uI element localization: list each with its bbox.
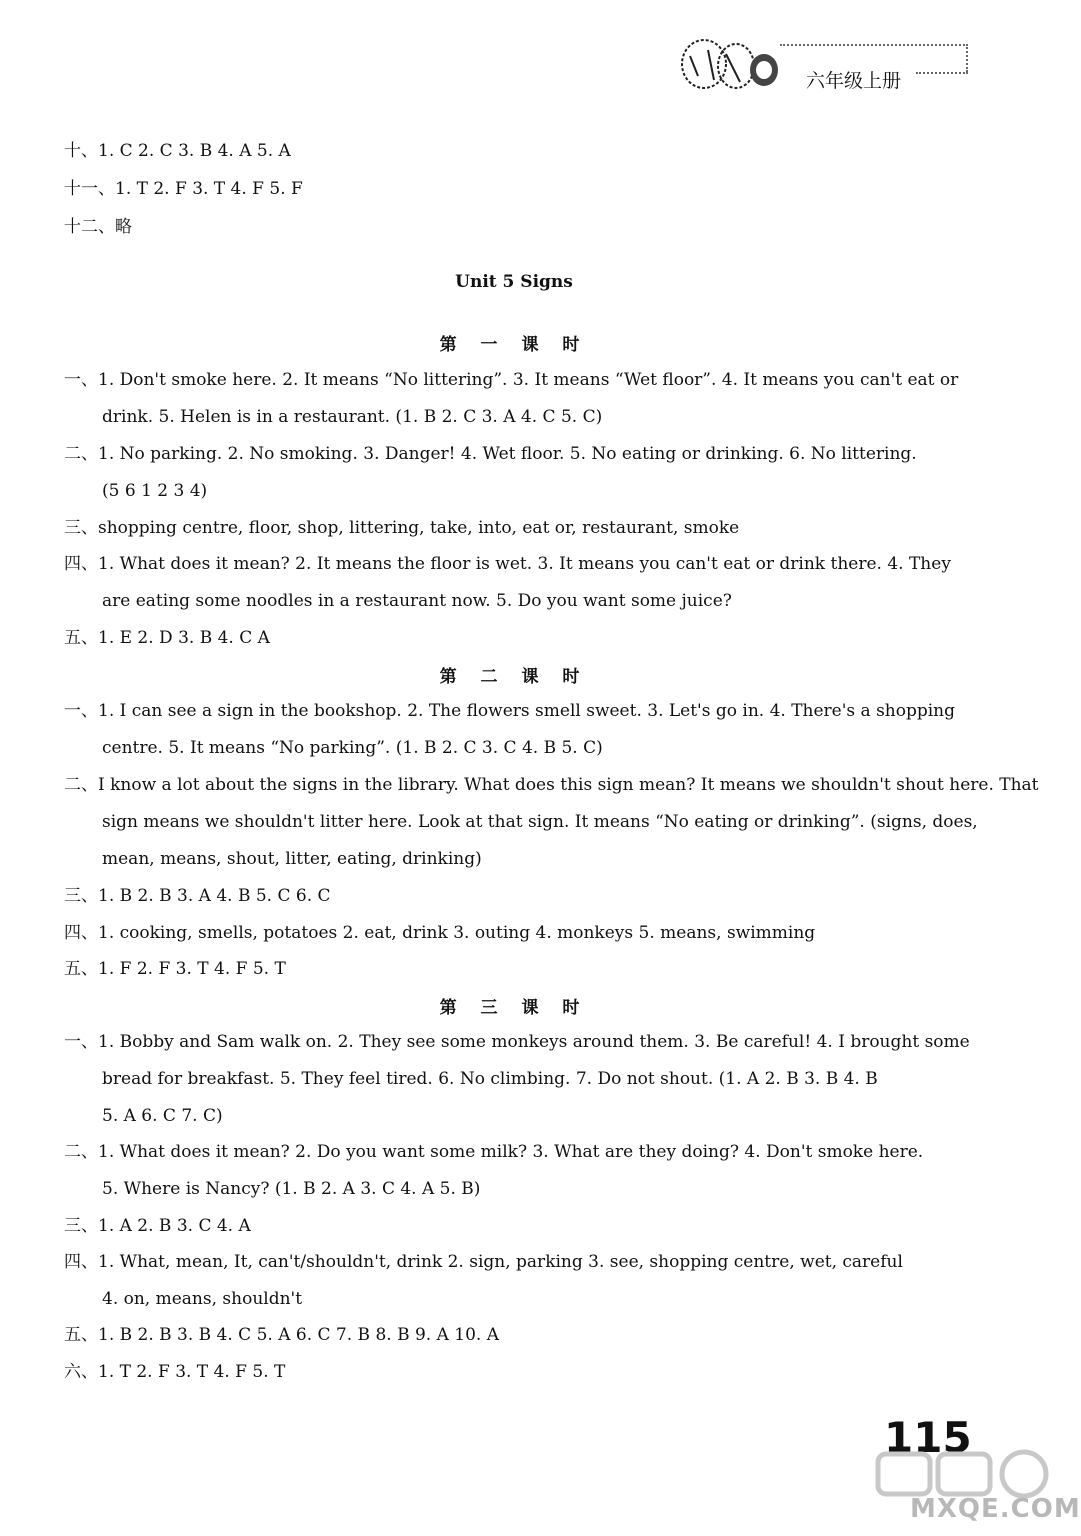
answer-line: 四、1. cooking, smells, potatoes 2. eat, drink 3. outing 4. monkeys 5. means, swimming <box>64 923 816 943</box>
answer-line: are eating some noodles in a restaurant now. 5. Do you want some juice? <box>102 591 732 611</box>
answer-line: 三、shopping centre, floor, shop, littering, take, into, eat or, restaurant, smoke <box>64 518 740 538</box>
answer-line: 5. A 6. C 7. C) <box>102 1106 223 1126</box>
answer-line: mean, means, shout, litter, eating, drinking) <box>102 849 482 869</box>
answer-line: 十二、略 <box>64 217 132 237</box>
answer-line: 一、1. Don't smoke here. 2. It means “No littering”. 3. It means “Wet floor”. 4. It means you can't eat or <box>64 370 959 390</box>
answer-line: 5. Where is Nancy? (1. B 2. A 3. C 4. A 5. B) <box>102 1179 481 1199</box>
page-header <box>678 36 978 96</box>
answer-line: 六、1. T 2. F 3. T 4. F 5. T <box>64 1362 286 1382</box>
lesson-title: 第 二 课 时 <box>439 667 589 687</box>
answer-line: 四、1. What does it mean? 2. It means the floor is wet. 3. It means you can't eat or drink there. 4. They <box>64 554 951 574</box>
answer-line: 二、1. No parking. 2. No smoking. 3. Danger! 4. Wet floor. 5. No eating or drinking. 6. No littering. <box>64 444 917 464</box>
answer-line: 三、1. B 2. B 3. A 4. B 5. C 6. C <box>64 886 331 906</box>
lesson-title: 第 一 课 时 <box>439 335 589 355</box>
answer-line: sign means we shouldn't litter here. Look at that sign. It means “No eating or drinking”. (signs, does, <box>102 812 978 832</box>
answer-line: drink. 5. Helen is in a restaurant. (1. B 2. C 3. A 4. C 5. C) <box>102 407 603 427</box>
watermark-text: MXQE.COM <box>910 1494 1081 1524</box>
answer-line: 五、1. F 2. F 3. T 4. F 5. T <box>64 959 286 979</box>
answer-line: (5 6 1 2 3 4) <box>102 481 208 501</box>
answer-line: 三、1. A 2. B 3. C 4. A <box>64 1216 251 1236</box>
answer-line: 二、I know a lot about the signs in the library. What does this sign mean? It means we shouldn't shout here. That <box>64 775 1039 795</box>
header-dotted-line <box>780 44 968 46</box>
unit-title: Unit 5 Signs <box>455 272 573 292</box>
answer-line: bread for breakfast. 5. They feel tired. 6. No climbing. 7. Do not shout. (1. A 2. B 3. B 4. B <box>102 1069 878 1089</box>
header-dotted-line-bottom <box>916 72 968 74</box>
answer-line: 二、1. What does it mean? 2. Do you want some milk? 3. What are they doing? 4. Don't smoke here. <box>64 1142 924 1162</box>
answer-line: 十、1. C 2. C 3. B 4. A 5. A <box>64 141 291 161</box>
header-dotted-line-right <box>966 44 968 72</box>
lesson-title: 第 三 课 时 <box>439 998 589 1018</box>
answer-line: 十一、1. T 2. F 3. T 4. F 5. F <box>64 179 303 199</box>
grade-label: 六年级上册 <box>806 70 902 92</box>
answer-line: 四、1. What, mean, It, can't/shouldn't, drink 2. sign, parking 3. see, shopping centre, wet, careful <box>64 1252 903 1272</box>
answer-line: 一、1. I can see a sign in the bookshop. 2. The flowers smell sweet. 3. Let's go in. 4. There's a shopping <box>64 701 956 721</box>
answer-line: centre. 5. It means “No parking”. (1. B 2. C 3. C 4. B 5. C) <box>102 738 603 758</box>
answer-line: 4. on, means, shouldn't <box>102 1289 303 1309</box>
answer-line: 一、1. Bobby and Sam walk on. 2. They see some monkeys around them. 3. Be careful! 4. I brought some <box>64 1032 970 1052</box>
page-number: 115 <box>884 1413 972 1462</box>
answer-line: 五、1. E 2. D 3. B 4. C A <box>64 628 270 648</box>
answer-line: 五、1. B 2. B 3. B 4. C 5. A 6. C 7. B 8. B 9. A 10. A <box>64 1325 499 1345</box>
